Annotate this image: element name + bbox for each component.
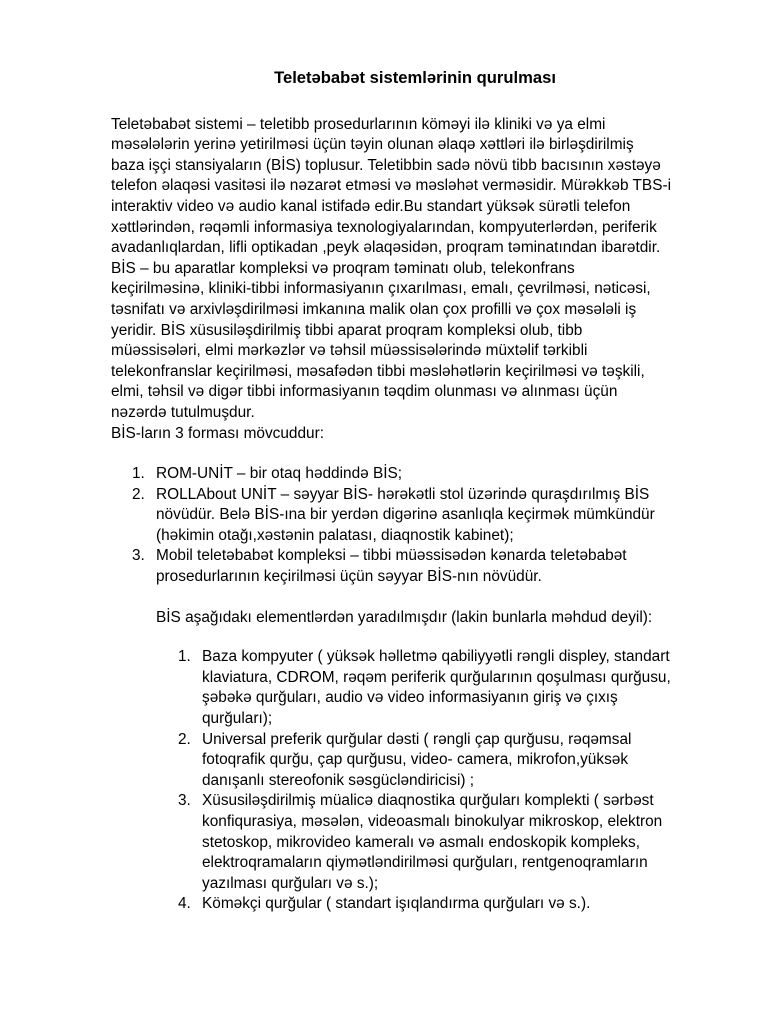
list-number: 3. <box>132 547 145 565</box>
bis-elements-list <box>111 647 711 915</box>
text-line: keçirilməsinə, kliniki-tibbi informasiyanın çıxarılması, emalı, çevrilməsi, nəticəsi, <box>111 280 651 298</box>
text-line: stetoskop, mikrovideo kameralı və asmalı endoskopik kompleks, <box>202 833 640 851</box>
text-line: məsələlərin yerinə yetirilməsi üçün təyin olunan əlaqə xəttləri ilə birləşdirilmiş <box>111 136 634 154</box>
text-line: qurğuları); <box>202 710 273 728</box>
list-number: 2. <box>132 485 145 503</box>
text-line: interaktiv video və audio kanal istifadə edir.Bu standart yüksək sürətli telefon <box>111 197 631 215</box>
text-line: yazılması qurğuları və s.); <box>202 874 379 892</box>
text-line: BİS-ların 3 forması mövcuddur: <box>111 424 324 442</box>
text-line: Köməkçi qurğular ( standart işıqlandırma qurğuları və s.). <box>202 895 591 913</box>
list-number: 3. <box>178 792 191 810</box>
bis-forms-list <box>111 464 711 588</box>
bis-element-item <box>178 647 711 729</box>
document-page <box>111 68 711 915</box>
text-line: ROLLAbout UNİT – səyyar BİS- hərəkətli stol üzərində quraşdırılmış BİS <box>156 485 650 503</box>
document-title: Teletəbabət sistemlərinin qurulması <box>274 68 556 87</box>
text-line: baza işçi stansiyaların (BİS) toplusur. Teletibbin sadə növü tibb bacısının xəstəyə <box>111 156 661 174</box>
bis-element-item <box>178 894 711 915</box>
text-line: Xüsusiləşdirilmiş müalicə diaqnostika qurğuları komplekti ( sərbəst <box>202 792 654 810</box>
text-line: fotoqrafik qurğu, çap qurğusu, video- camera, mikrofon,yüksək <box>202 751 629 769</box>
text-line: Mobil teletəbabət kompleksi – tibbi müəssisədən kənarda teletəbabət <box>156 547 627 565</box>
text-line: müəssisələri, elmi mərkəzlər və təhsil müəssisələrində müxtəlif tərkibli <box>111 342 588 360</box>
text-line: Baza kompyuter ( yüksək həlletmə qabiliyyətli rəngli displey, standart <box>202 648 670 666</box>
text-line: təsnifatı və arxivləşdirilməsi imkanına malik olan çox profilli və çox məsələli iş <box>111 300 637 318</box>
bis-element-item <box>178 791 711 894</box>
text-line: avadanlıqlardan, lifli optikadan ,peyk əlaqəsidən, proqram təminatından ibarətdir. <box>111 239 661 257</box>
elements-intro: BİS aşağıdakı elementlərdən yaradılmışdır (lakin bunlarla məhdud deyil): <box>156 608 653 626</box>
text-line: yeridir. BİS xüsusiləşdirilmiş tibbi aparat proqram kompleksi olub, tibb <box>111 321 583 339</box>
list-number: 1. <box>132 465 145 483</box>
text-line: konfiqurasiya, məsələn, videoasmalı binokulyar mikroskop, elektron <box>202 813 663 830</box>
text-line: BİS – bu aparatlar kompleksi və proqram təminatı olub, telekonfrans <box>111 259 575 277</box>
text-line: telefon əlaqəsi vasitəsi ilə nəzarət etməsi və məsləhət verməsidir. Mürəkkəb TBS-i <box>111 177 672 195</box>
bis-form-item <box>132 485 711 547</box>
text-line: Teletəbabət sistemi – teletibb prosedurlarının köməyi ilə kliniki və ya elmi <box>111 115 606 133</box>
list-number: 4. <box>178 895 191 913</box>
text-line: elektroqramaların qiymətləndirilməsi qurğuları, rentgenoqramların <box>202 854 648 872</box>
text-line: ROM-UNİT – bir otaq həddində BİS; <box>156 465 403 483</box>
text-line: elmi, təhsil və digər tibbi informasiyanın təqdim olunması və alınması üçün <box>111 383 618 401</box>
bis-element-item <box>178 730 711 792</box>
text-line: şəbəkə qurğuları, audio və video informasiyanın giriş və çıxış <box>202 689 618 707</box>
text-line: nəzərdə tutulmuşdur. <box>111 403 255 421</box>
bis-form-item <box>132 464 711 485</box>
list-number: 2. <box>178 730 191 748</box>
text-line: danışanlı stereofonik səsgücləndiricisi) ; <box>202 771 475 789</box>
text-line: klaviatura, CDROM, rəqəm periferik qurğularının qoşulması qurğusu, <box>202 668 671 686</box>
list-number: 1. <box>178 648 191 666</box>
text-line: telekonfranslar keçirilməsi, məsafədən tibbi məsləhətlərin keçirilməsi və təşkili, <box>111 362 645 380</box>
text-line: Universal preferik qurğular dəsti ( rəngli çap qurğusu, rəqəmsal <box>202 730 632 748</box>
text-line: növüdür. Belə BİS-ına bir yerdən digərinə asanlıqla keçirmək mümkündür <box>156 506 655 524</box>
text-line: prosedurlarının keçirilməsi üçün səyyar BİS-nın növüdür. <box>156 568 542 586</box>
intro-paragraph <box>111 115 711 445</box>
text-line: xəttlərindən, rəqəmli informasiya texnologiyalarından, kompyuterlərdən, periferik <box>111 218 657 236</box>
bis-form-item <box>132 546 711 587</box>
text-line: (həkimin otağı,xəstənin palatası, diaqnostik kabinet); <box>156 526 514 544</box>
